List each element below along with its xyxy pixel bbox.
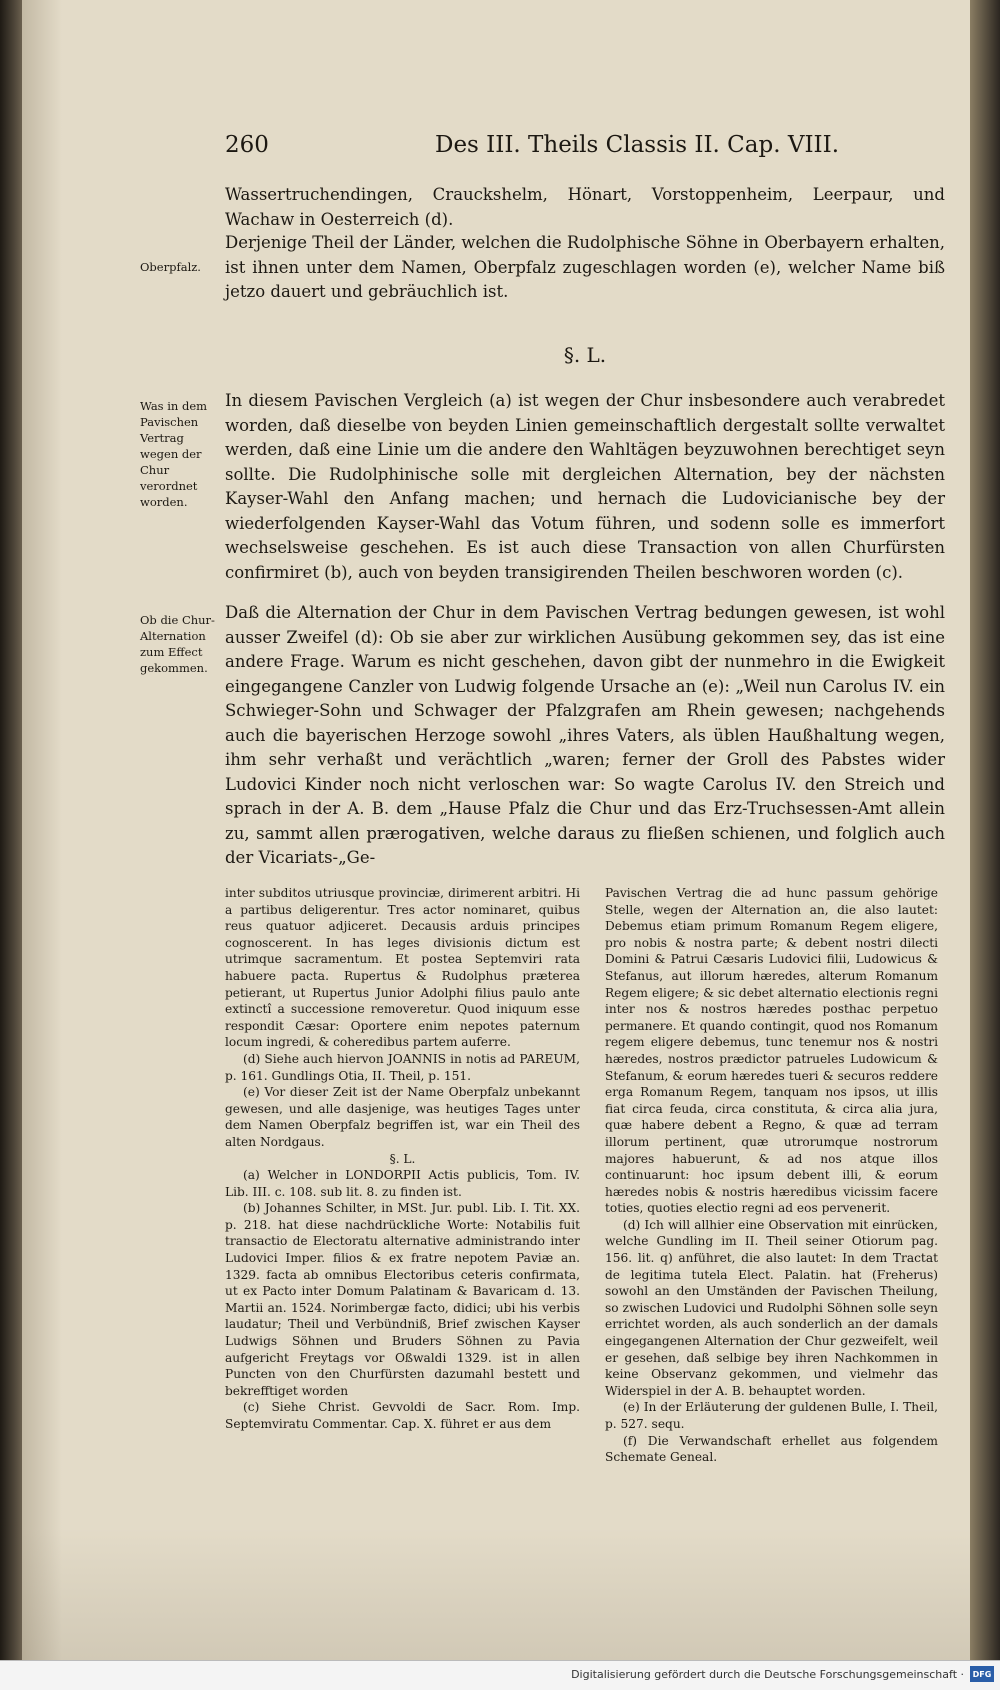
margin-note: Ob die Chur-Alternation zum Effect gekommen.: [140, 613, 215, 675]
footnote: inter subditos utriusque provinciæ, dirimerent arbitri. Hi a partibus deligerentur. Tres actor nominaret, quibus reus quatuor adjiceret. Decausis arduis principes cognoscerent. In has leges divisionis dictum est utrimque sacramentum. Et postea Septemviri rata habuere pacta. Rupertus & Rudolphus præterea petierant, ut Rupertus Junior Adolphi filius paulo ante extinctî a successione removeretur. Quod iniquum esse respondit Cæsar: Oportere enim nepotes paternum locum ingredi, & coheredibus partem auferre.: [225, 886, 580, 1050]
footnote: (d) Siehe auch hiervon JOANNIS in notis ad PAREUM, p. 161. Gundlings Otia, II. Theil, p. 151.: [225, 1051, 580, 1083]
footnote-section-mark: §. L.: [389, 1151, 416, 1166]
footnote: (c) Siehe Christ. Gevvoldi de Sacr. Rom. Imp. Septemviratu Commentar. Cap. X. führet er aus dem: [225, 1400, 580, 1431]
footer-bar: [0, 1660, 1000, 1690]
footnotes-right-column: [605, 885, 938, 1466]
running-title: Des III. Theils Classis II. Cap. VIII.: [435, 132, 840, 158]
footnote: (b) Johannes Schilter, in MSt. Jur. publ. Lib. I. Tit. XX. p. 218. hat diese nachdrückliche Worte: Notabilis fuit transactio de Electoratu alternative administrando inter Ludovici Imper. filios & ex fratre nepotem Paviæ an. 1329. facta ab omnibus Electoribus ceteris confirmata, ut ex Pacto inter Domum Palatinam & Bavaricam d. 13. Martii an. 1524. Norimbergæ facto, didici; ubi his verbis laudatur; Theil und Verbündniß, Brief zwischen Kayser Ludwigs Söhnen und Bruders Söhnen zu Pavia aufgericht Freytags vor Oßwaldi 1329. ist in allen Puncten von den Churfürsten dazumahl bestett und bekrefftiget worden: [225, 1201, 580, 1398]
body-paragraph: In diesem Pavischen Vergleich (a) ist wegen der Chur insbesondere auch verabredet worden, daß dieselbe von beyden Linien gemeinschaftlich dergestalt sollte verwaltet werden, daß eine Linie um die andere den Wahltägen beyzuwohnen berechtiget seyn sollte. Die Rudolphinische solle mit dergleichen Alternation, bey der nächsten Kayser-Wahl den Anfang machen; und hernach die Ludovicianische bey der wiederfolgenden Kayser-Wahl das Votum führen, und sodenn solle es immerfort wechselsweise geschehen. Es ist auch diese Transaction von allen Churfürsten confirmiret (b), auch von beyden transigirenden Theilen beschworen worden (c).: [225, 391, 945, 582]
footnote: (d) Ich will allhier eine Observation mit einrücken, welche Gundling im II. Theil seiner Otiorum pag. 156. lit. q) anführet, die also lautet: In dem Tractat de legitima tutela Elect. Palatin. hat (Freherus) sowohl an den Umständen der Pavischen Theilung, so zwischen Ludovici und Rudolphi Söhnen solle seyn errichtet worden, als auch sonderlich an der damals eingegangenen Alternation der Chur gezweifelt, weil er gesehen, daß selbige bey ihren Nachkommen in keine Observanz gekommen, und vielmehr das Widerspiel in der A. B. behauptet worden.: [605, 1217, 938, 1398]
margin-note: Oberpfalz.: [140, 260, 201, 274]
body-paragraph: Daß die Alternation der Chur in dem Pavischen Vertrag bedungen gewesen, ist wohl ausser Zweifel (d): Ob sie aber zur wirklichen Ausübung gekommen sey, das ist eine andere Frage. Warum es nicht geschehen, davon gibt der nunmehro in die Ewigkeit eingegangene Canzler von Ludwig folgende Ursache an (e): „Weil nun Carolus IV. ein Schwieger-Sohn und Schwager der Pfalzgrafen am Rhein gewesen; nachgehends auch die bayerischen Herzoge sowohl „ihres Vaters, als üblen Haußhaltung wegen, ihm sehr verhaßt und verächtlich „waren; ferner der Groll des Pabstes wider Ludovici Kinder noch nicht verloschen war: So wagte Carolus IV. den Streich und sprach in der A. B. dem „Hause Pfalz die Chur und das Erz-Truchsessen-Amt allein zu, sammt allen prærogativen, welche daraus zu fließen schienen, und folglich auch der Vicariats-„Ge-: [225, 603, 945, 867]
body-paragraph: Derjenige Theil der Länder, welchen die Rudolphische Söhne in Oberbayern erhalten, ist ihnen unter dem Namen, Oberpfalz zugeschlagen worden (e), welcher Name biß jetzo dauert und gebräuchlich ist.: [225, 233, 945, 301]
footnote: Pavischen Vertrag die ad hunc passum gehörige Stelle, wegen der Alternation an, die also lautet: Debemus etiam primum Romanum Regem eligere, pro nobis & nostra parte; & debent nostri dilecti Domini & Patrui Cæsaris Ludovici filii, Ludowicus & Stefanus, aut illorum hæredes, alterum Romanum Regem eligere; & sic debet alternatio electionis regni inter nos & nostros hæredes posthac perpetuo permanere. Et quando contingit, quod nos Romanum regem eligere debemus, tunc tenemur nos & nostri hæredes, nostros prædictor patrueles Ludowicum & Stefanum, & eorum hæredes tueri & securos reddere erga Romanum Regem, tanquam nos ipsos, ut illis fiat circa feuda, circa constituta, & circa alia jura, quæ habere debent a Regno, & quæ ad terram illorum pertinent, quæ utrorumque nostrorum majores habuerunt, & ad nos atque illos continuarunt: hoc ipsum debent illi, & eorum hæredes nobis & nostris hæredibus vicissim facere toties, quoties electio regni ad eos pervenerit.: [605, 886, 938, 1216]
margin-note: Was in dem Pavischen Vertrag wegen der Chur verordnet worden.: [140, 399, 208, 509]
body-paragraph: Wassertruchendingen, Crauckshelm, Hönart, Vorstoppenheim, Leerpaur, und Wachaw in Oesterreich (d).: [225, 185, 945, 229]
book-spine: [0, 0, 22, 1660]
section-heading: §. L.: [563, 343, 607, 367]
footnote: (a) Welcher in LONDORPII Actis publicis, Tom. IV. Lib. III. c. 108. sub lit. 8. zu finden ist.: [225, 1168, 580, 1199]
footer-credit: Digitalisierung gefördert durch die Deutsche Forschungsgemeinschaft ·: [571, 1668, 964, 1681]
footnotes-left-column: [225, 885, 580, 1433]
page-number: 260: [225, 132, 269, 158]
footnote: (f) Die Verwandschaft erhellet aus folgendem Schemate Geneal.: [605, 1433, 938, 1465]
dfg-logo-icon: DFG: [970, 1666, 994, 1682]
footnote: (e) Vor dieser Zeit ist der Name Oberpfalz unbekannt gewesen, und alle dasjenige, was heutiges Tages unter dem Namen Oberpfalz begriffen ist, war ein Theil des alten Nordgaus.: [225, 1085, 580, 1149]
page-edge: [970, 0, 1000, 1660]
footnote: (e) In der Erläuterung der guldenen Bulle, I. Theil, p. 527. sequ.: [605, 1400, 938, 1431]
